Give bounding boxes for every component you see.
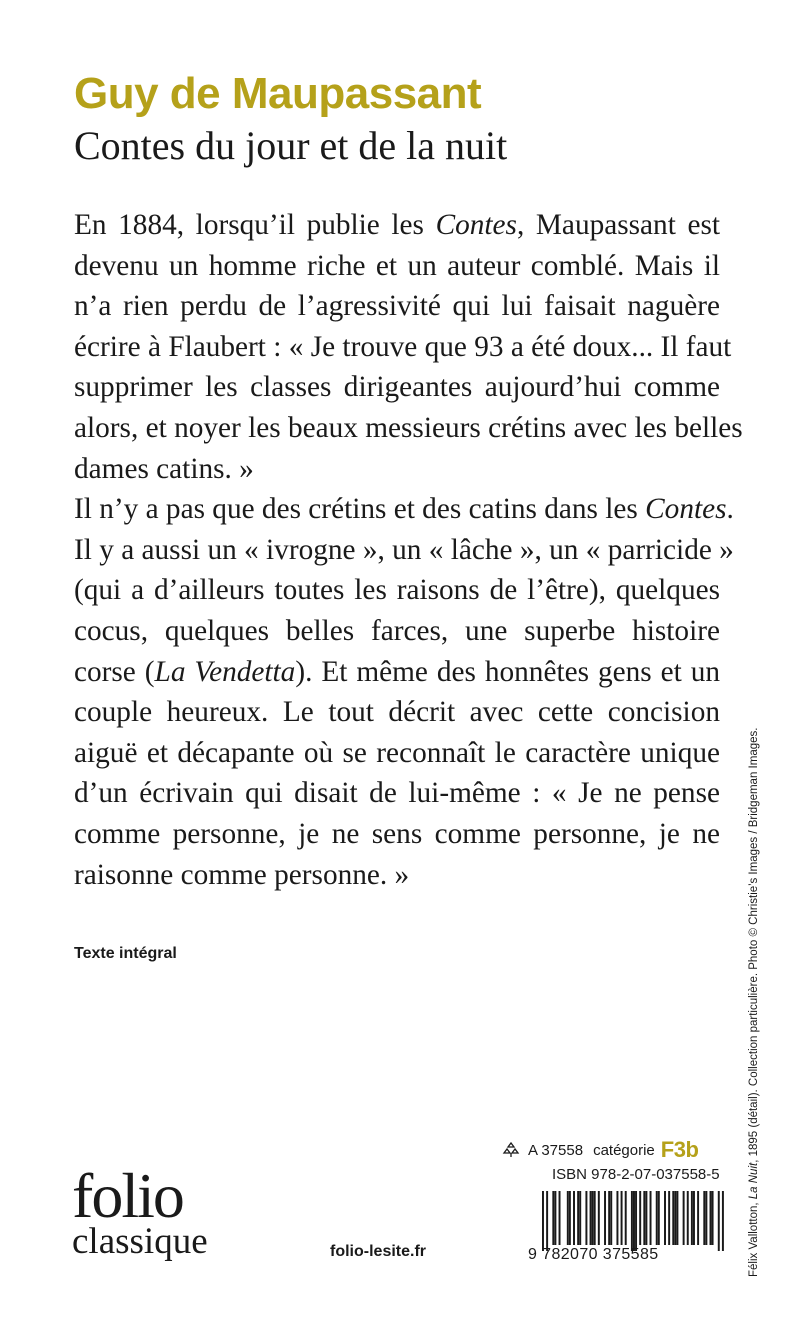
barcode-bar — [674, 1191, 676, 1245]
barcode-bar — [635, 1191, 637, 1251]
blurb-line: dames catins. » — [74, 452, 254, 485]
integral-text-label: Texte intégral — [74, 945, 177, 962]
blurb-line: écrire à Flaubert : « Je trouve que 93 a été doux... Il faut — [74, 330, 732, 363]
barcode-bar — [639, 1191, 641, 1245]
folio-classique-logo — [72, 1160, 242, 1262]
barcode-bar — [645, 1191, 647, 1245]
barcode-bar — [718, 1191, 720, 1251]
barcode-bar — [579, 1191, 581, 1245]
barcode-bars — [542, 1191, 724, 1251]
barcode-bar — [610, 1191, 612, 1245]
blurb-line: n’a rien perdu de l’agressivité qui lui faisait naguère — [74, 290, 720, 323]
blurb-line: cocus, quelques belles farces, une superbe histoire — [74, 614, 720, 647]
barcode-bar — [664, 1191, 666, 1245]
barcode-bar — [621, 1191, 623, 1245]
reference-line — [502, 1137, 698, 1163]
image-credit: Félix Vallotton, La Nuit, 1895 (détail). Collection particulière. Photo © Christie’s Images / Bridgeman Images. — [748, 727, 760, 1277]
barcode-bar — [567, 1191, 569, 1245]
barcode-bar — [643, 1191, 645, 1245]
barcode-bar — [633, 1191, 635, 1251]
blurb-line: En 1884, lorsqu’il publie les Contes, Maupassant est — [74, 209, 720, 241]
barcode-bar — [542, 1191, 544, 1251]
barcode-bar — [650, 1191, 652, 1245]
barcode-bar — [546, 1191, 548, 1251]
barcode-bar — [625, 1191, 627, 1245]
barcode-bar — [592, 1191, 594, 1245]
triangle-symbol-icon — [502, 1141, 520, 1159]
barcode-bar — [594, 1191, 596, 1245]
blurb-line: d’un écrivain qui disait de lui-même : « Je ne pense — [74, 777, 720, 810]
barcode-bar — [590, 1191, 592, 1245]
barcode-bar — [672, 1191, 674, 1245]
barcode-bar — [710, 1191, 712, 1245]
logo-classique-word: classique — [72, 1221, 208, 1262]
barcode-bar — [693, 1191, 695, 1245]
logo-folio-word: folio — [72, 1160, 183, 1231]
barcode-bar — [712, 1191, 714, 1245]
category-label: catégorie — [593, 1141, 655, 1159]
blurb-line: couple heureux. Le tout décrit avec cette concision — [74, 696, 720, 729]
barcode-bar — [703, 1191, 705, 1245]
barcode-bar — [573, 1191, 575, 1245]
barcode-bar — [631, 1191, 633, 1251]
isbn-number: ISBN 978-2-07-037558-5 — [552, 1166, 720, 1183]
barcode-bar — [658, 1191, 660, 1245]
reference-number: A 37558 — [528, 1141, 584, 1159]
blurb-line: (qui a d’ailleurs toutes les raisons de l’être), quelques — [74, 574, 720, 607]
blurb-line: raisonne comme personne. » — [74, 858, 410, 891]
blurb-text — [74, 205, 743, 895]
website-url: folio-lesite.fr — [330, 1243, 427, 1260]
book-title: Contes du jour et de la nuit — [74, 123, 508, 168]
blurb-line: Il y a aussi un « ivrogne », un « lâche », un « parricide » — [74, 533, 734, 566]
blurb-line: comme personne, je ne sens comme personne, je ne — [74, 817, 720, 850]
barcode-bar — [604, 1191, 606, 1245]
barcode-bar — [554, 1191, 556, 1245]
barcode-bar — [577, 1191, 579, 1245]
barcode-bar — [683, 1191, 685, 1245]
blurb-line: supprimer les classes dirigeantes aujourd’hui comme — [74, 371, 720, 404]
barcode-bar — [722, 1191, 724, 1251]
blurb-line: alors, et noyer les beaux messieurs crétins avec les belles — [74, 411, 743, 444]
barcode-bar — [691, 1191, 693, 1245]
barcode-digits: 9 782070 375585 — [528, 1246, 659, 1263]
barcode-bar — [668, 1191, 670, 1245]
barcode-bar — [705, 1191, 707, 1245]
blurb-line: devenu un homme riche et un auteur comblé. Mais il — [74, 249, 720, 282]
barcode-bar — [687, 1191, 689, 1245]
barcode-bar — [676, 1191, 678, 1245]
blurb-line: corse (La Vendetta). Et même des honnêtes gens et un — [74, 655, 720, 688]
barcode-bar — [616, 1191, 618, 1245]
barcode-bar — [569, 1191, 571, 1245]
barcode-bar — [598, 1191, 600, 1245]
barcode-bar — [697, 1191, 699, 1245]
author-name: Guy de Maupassant — [74, 69, 482, 118]
category-code: F3b — [660, 1137, 699, 1162]
blurb-line: Il n’y a pas que des crétins et des catins dans les Contes. — [74, 493, 734, 526]
barcode-bar — [559, 1191, 561, 1245]
barcode-bar — [552, 1191, 554, 1245]
barcode-bar — [608, 1191, 610, 1245]
barcode-bar — [656, 1191, 658, 1245]
barcode — [528, 1191, 724, 1273]
barcode-bar — [585, 1191, 587, 1245]
blurb-line: aiguë et décapante où se reconnaît le caractère unique — [74, 736, 720, 769]
